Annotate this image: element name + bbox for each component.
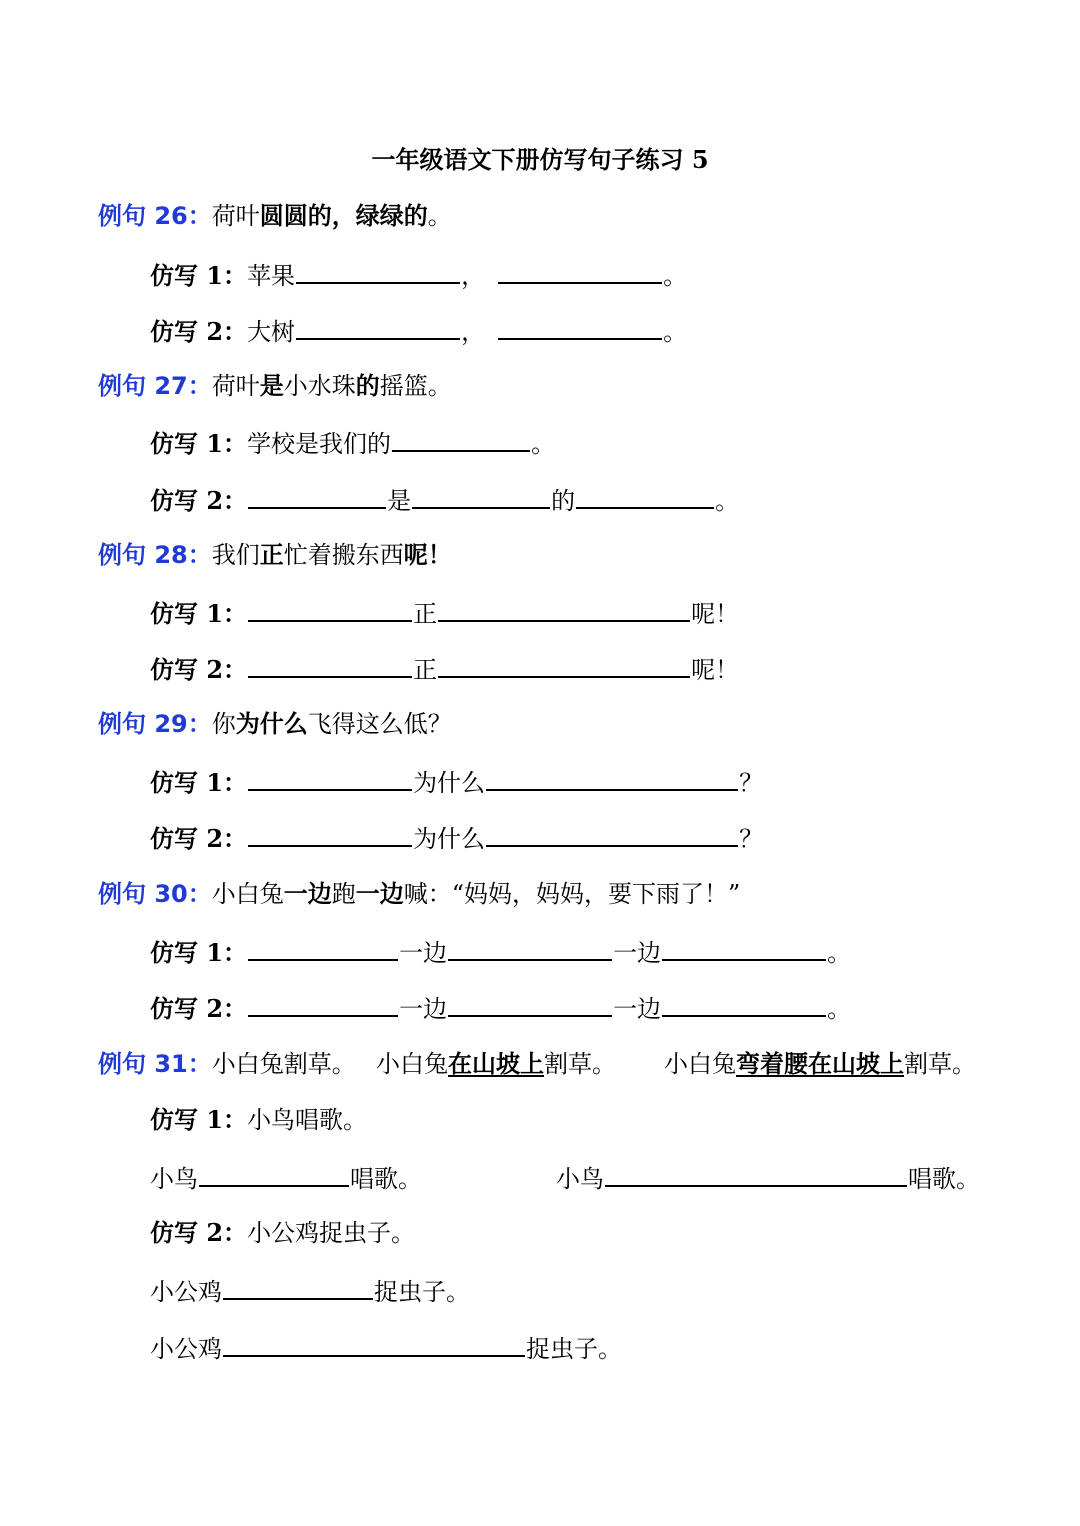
answer-blank[interactable] [438,650,690,678]
answer-blank[interactable] [223,1272,373,1300]
answer-blank[interactable] [248,989,398,1017]
practice-31-1: 仿写 1：小鸟唱歌。 [150,1105,368,1134]
practice-26-2: 仿写 2：大树 ， 。 [150,312,687,348]
practice-31-2-a: 小公鸡 捉虫子。 [150,1272,470,1308]
answer-blank[interactable] [662,989,826,1017]
practice-26-1: 仿写 1：苹果 ， 。 [150,256,687,292]
answer-blank[interactable] [199,1159,349,1187]
practice-31-1-b: 小鸟 唱歌。 [556,1159,980,1195]
answer-blank[interactable] [576,481,714,509]
example-label: 例句 31： [98,1050,212,1078]
answer-blank[interactable] [392,424,530,452]
example-31: 例句 31：小白兔割草。 小白兔在山坡上割草。 小白兔弯着腰在山坡上割草。 [98,1046,998,1082]
answer-blank[interactable] [486,763,738,791]
example-label: 例句 26： [98,202,212,230]
practice-29-2: 仿写 2： 为什么 ？ [150,819,763,855]
answer-blank[interactable] [248,763,412,791]
practice-28-1: 仿写 1： 正 呢！ [150,594,739,630]
answer-blank[interactable] [248,819,412,847]
example-27: 例句 27：荷叶是小水珠的摇篮。 [98,371,452,400]
answer-blank[interactable] [296,312,460,340]
answer-blank[interactable] [498,256,662,284]
example-label: 例句 27： [98,372,212,400]
practice-31-1-a: 小鸟 唱歌。 [150,1159,422,1195]
answer-blank[interactable] [248,481,386,509]
example-28: 例句 28：我们正忙着搬东西呢！ [98,540,452,569]
practice-29-1: 仿写 1： 为什么 ？ [150,763,763,799]
answer-blank[interactable] [223,1329,525,1357]
practice-31-2-b: 小公鸡 捉虫子。 [150,1329,622,1365]
example-label: 例句 28： [98,541,212,569]
practice-28-2: 仿写 2： 正 呢！ [150,650,739,686]
example-31-sentence-3: 小白兔弯着腰在山坡上割草。 [664,1049,976,1078]
answer-blank[interactable] [438,594,690,622]
practice-30-1: 仿写 1： 一边 一边 。 [150,933,851,969]
example-29: 例句 29：你为什么飞得这么低？ [98,709,452,738]
example-30: 例句 30：小白兔一边跑一边喊：“妈妈，妈妈，要下雨了！” [98,879,741,908]
answer-blank[interactable] [448,933,612,961]
example-26: 例句 26：荷叶圆圆的，绿绿的。 [98,201,452,230]
answer-blank[interactable] [248,594,412,622]
example-label: 例句 29： [98,710,212,738]
answer-blank[interactable] [662,933,826,961]
answer-blank[interactable] [448,989,612,1017]
answer-blank[interactable] [296,256,460,284]
page-title: 一年级语文下册仿写句子练习 5 [371,145,709,174]
practice-27-2: 仿写 2： 是 的 。 [150,481,739,517]
answer-blank[interactable] [498,312,662,340]
example-label: 例句 30： [98,880,212,908]
answer-blank[interactable] [248,933,398,961]
answer-blank[interactable] [486,819,738,847]
answer-blank[interactable] [248,650,412,678]
practice-27-1: 仿写 1：学校是我们的 。 [150,424,555,460]
answer-blank[interactable] [605,1159,907,1187]
practice-31-2: 仿写 2：小公鸡捉虫子。 [150,1218,416,1247]
answer-blank[interactable] [412,481,550,509]
example-31-sentence-2: 小白兔在山坡上割草。 [376,1049,616,1078]
practice-30-2: 仿写 2： 一边 一边 。 [150,989,851,1025]
